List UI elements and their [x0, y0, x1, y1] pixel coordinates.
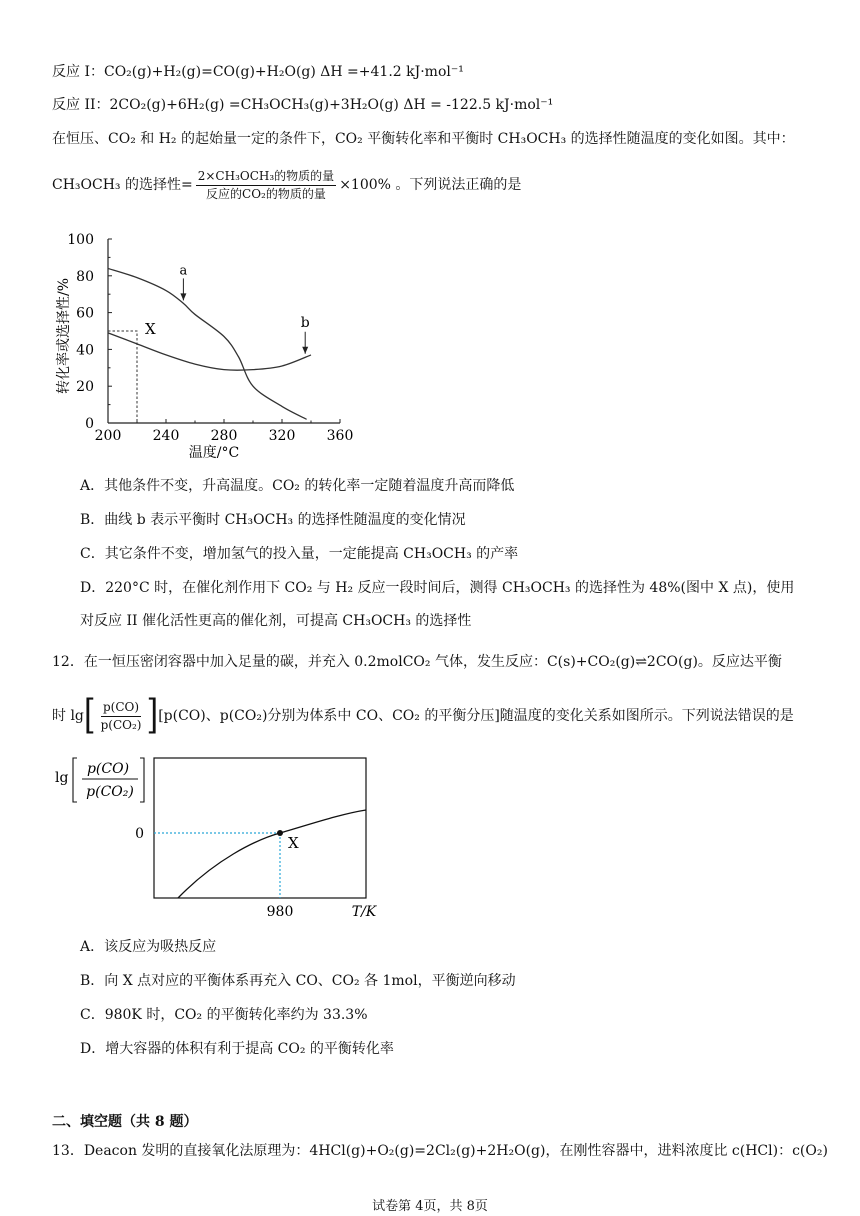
q12-post: [p(CO)、p(CO₂)分别为体系中 CO、CO₂ 的平衡分压]随温度的变化关系如图所示。下列说法错误的是	[158, 708, 794, 724]
y-tick-label: 80	[76, 268, 94, 285]
series-line-b	[108, 333, 311, 370]
svg-text:p(CO₂): p(CO₂)	[86, 784, 134, 800]
q12-option-a: A．该反应为吸热反应	[80, 939, 217, 955]
q12-option-c: C．980K 时，CO₂ 的平衡转化率约为 33.3%	[80, 1007, 368, 1023]
q12-pre: 时 lg	[52, 708, 84, 724]
chart-conversion-selectivity	[50, 228, 370, 460]
selectivity-fraction	[196, 169, 336, 202]
q11-intro: 在恒压、CO₂ 和 H₂ 的起始量一定的条件下，CO₂ 平衡转化率和平衡时 CH₃OCH₃ 的选择性随温度的变化如图。其中：	[52, 131, 795, 147]
q12-option-d: D．增大容器的体积有利于提高 CO₂ 的平衡转化率	[80, 1041, 394, 1057]
q12-fraction-numerator: p(CO)	[101, 700, 141, 717]
reaction-1-label: 反应 I：	[52, 64, 104, 80]
y-axis-label	[55, 758, 144, 802]
q12-fraction	[99, 700, 144, 733]
x-tick-label: 200	[94, 428, 122, 444]
y-tick-label: 60	[76, 305, 94, 322]
reaction-2-label: 反应 II：	[52, 97, 110, 113]
svg-text:lg: lg	[55, 770, 69, 786]
q12-log-bracket: [ $\frac{p(CO)}{\text{p(CO₂)}}$ ]	[83, 691, 159, 739]
x-axis-label: T/K	[351, 904, 377, 920]
page-footer: 试卷第 4页，共 8页	[372, 1199, 488, 1214]
q11-selectivity-formula	[52, 168, 521, 202]
point-x-marker	[277, 830, 283, 836]
svg-text:p(CO): p(CO)	[86, 761, 130, 777]
series-line-lg-ratio	[178, 810, 366, 898]
reaction-2-equation: 2CO₂(g)+6H₂(g) =CH₃OCH₃(g)+3H₂O(g) ΔH = -122.5 kJ·mol⁻¹	[109, 97, 554, 113]
point-x-guides	[108, 331, 137, 423]
q12-option-b: B．向 X 点对应的平衡体系再充入 CO、CO₂ 各 1mol，平衡逆向移动	[80, 973, 516, 989]
reaction-2	[52, 95, 553, 115]
arrow-b-head	[302, 347, 308, 354]
chart-lg-pressure-ratio	[50, 752, 380, 928]
q11-option-c: C．其它条件不变，增加氢气的投入量，一定能提高 CH₃OCH₃ 的产率	[80, 546, 519, 562]
section-heading: 二、填空题（共 8 题）	[52, 1114, 198, 1130]
selectivity-suffix: ×100% 。下列说法正确的是	[339, 177, 522, 193]
y-tick-label: 0	[135, 826, 144, 842]
q11-option-d: D．220°C 时，在催化剂作用下 CO₂ 与 H₂ 反应一段时间后，测得 CH₃OCH₃ 的选择性为 48%(图中 X 点)，使用	[80, 580, 795, 596]
x-tick-label: 320	[268, 428, 296, 444]
y-axis-label: 转化率或选择性/%	[56, 277, 72, 395]
label-b: b	[300, 314, 310, 331]
q13-line-1: 13．Deacon 发明的直接氧化法原理为：4HCl(g)+O₂(g)=2Cl₂(g)+2H₂O(g)，在刚性容器中，进料浓度比 c(HCl)：c(O₂)	[52, 1143, 828, 1159]
reaction-1-equation: CO₂(g)+H₂(g)=CO(g)+H₂O(g) ΔH =+41.2 kJ·mol⁻¹	[103, 64, 464, 80]
fraction-denominator: 反应的CO₂的物质的量	[206, 186, 326, 201]
q11-option-b: B．曲线 b 表示平衡时 CH₃OCH₃ 的选择性随温度的变化情况	[80, 512, 466, 528]
x-tick-label: 280	[210, 428, 238, 444]
x-tick-label: 360	[326, 428, 354, 444]
selectivity-prefix: CH₃OCH₃ 的选择性=	[52, 177, 193, 193]
y-tick-label: 40	[76, 342, 94, 359]
x-axis-label: 温度/°C	[188, 445, 240, 460]
fraction-numerator: 2×CH₃OCH₃的物质的量	[196, 169, 336, 186]
q12-fraction-denominator: p(CO₂)	[100, 717, 142, 732]
x-tick-label: 240	[152, 428, 180, 444]
label-point-x: X	[145, 320, 156, 338]
x-tick-label: 980	[266, 904, 294, 920]
q12-line-1: 12．在一恒压密闭容器中加入足量的碳，并充入 0.2molCO₂ 气体，发生反应：C(s)+CO₂(g)⇌2CO(g)。反应达平衡	[52, 654, 782, 670]
reaction-1	[52, 62, 464, 82]
label-point-x: X	[288, 834, 299, 852]
y-tick-label: 100	[67, 232, 94, 248]
q11-option-a: A．其他条件不变，升高温度。CO₂ 的转化率一定随着温度升高而降低	[80, 478, 515, 494]
plot-frame	[154, 758, 366, 898]
label-a: a	[179, 263, 188, 279]
y-tick-label: 20	[76, 379, 94, 396]
y-tick-label: 0	[85, 416, 94, 432]
arrow-a-head	[180, 293, 186, 300]
q12-line-2	[52, 691, 794, 739]
q11-option-d-cont: 对反应 II 催化活性更高的催化剂，可提高 CH₃OCH₃ 的选择性	[80, 613, 472, 629]
